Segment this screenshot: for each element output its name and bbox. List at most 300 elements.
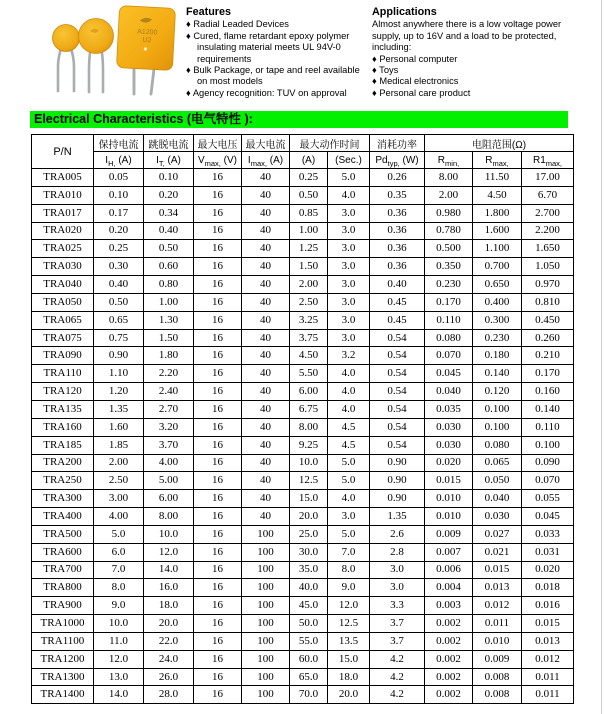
pn-cell: TRA500: [32, 525, 94, 543]
value-cell: 2.6: [370, 525, 425, 543]
value-cell: 16: [194, 472, 242, 490]
table-row: [32, 597, 574, 615]
pn-cell: TRA185: [32, 436, 94, 454]
value-cell: 0.010: [425, 490, 473, 508]
value-cell: 0.020: [522, 561, 574, 579]
value-cell: 0.070: [522, 472, 574, 490]
value-cell: 0.170: [522, 365, 574, 383]
value-cell: 5.0: [328, 169, 370, 187]
value-cell: 0.35: [370, 186, 425, 204]
value-cell: 0.012: [522, 650, 574, 668]
value-cell: 2.200: [522, 222, 574, 240]
value-cell: 0.020: [425, 454, 473, 472]
value-cell: 0.90: [94, 347, 144, 365]
value-cell: 12.0: [328, 597, 370, 615]
value-cell: 0.002: [425, 632, 473, 650]
value-cell: 2.00: [290, 276, 328, 294]
table-row: [32, 579, 574, 597]
value-cell: 20.0: [290, 508, 328, 526]
value-cell: 13.5: [328, 632, 370, 650]
value-cell: 0.008: [473, 686, 522, 704]
value-cell: 1.050: [522, 258, 574, 276]
value-cell: 16: [194, 383, 242, 401]
value-cell: 16: [194, 329, 242, 347]
electrical-characteristics-table: [31, 134, 574, 704]
value-cell: 100: [242, 615, 290, 633]
value-cell: 1.25: [290, 240, 328, 258]
applications-section: [372, 7, 565, 99]
value-cell: 13.0: [94, 668, 144, 686]
value-cell: 100: [242, 561, 290, 579]
value-cell: 0.90: [370, 454, 425, 472]
unit-base: I: [156, 154, 159, 166]
table-row: [32, 329, 574, 347]
value-cell: 0.17: [94, 204, 144, 222]
pn-cell: TRA1400: [32, 686, 94, 704]
pn-cell: TRA090: [32, 347, 94, 365]
value-cell: 0.110: [425, 311, 473, 329]
value-cell: 0.015: [425, 472, 473, 490]
value-cell: 3.0: [328, 258, 370, 276]
value-cell: 3.7: [370, 632, 425, 650]
value-cell: 0.100: [473, 400, 522, 418]
col-header-max-voltage: 最大电压: [194, 135, 242, 152]
value-cell: 0.80: [144, 276, 194, 294]
value-cell: 0.36: [370, 258, 425, 276]
table-row: [32, 293, 574, 311]
value-cell: 16: [194, 668, 242, 686]
application-text: Personal computer: [379, 53, 458, 64]
value-cell: 2.70: [144, 400, 194, 418]
value-cell: 2.50: [290, 293, 328, 311]
pn-cell: TRA050: [32, 293, 94, 311]
value-cell: 1.30: [144, 311, 194, 329]
table-row: [32, 668, 574, 686]
pn-cell: TRA200: [32, 454, 94, 472]
value-cell: 15.0: [328, 650, 370, 668]
value-cell: 4.0: [328, 365, 370, 383]
value-cell: 16: [194, 169, 242, 187]
value-cell: 7.0: [94, 561, 144, 579]
value-cell: 15.0: [290, 490, 328, 508]
value-cell: 16: [194, 650, 242, 668]
value-cell: 40: [242, 490, 290, 508]
value-cell: 0.40: [144, 222, 194, 240]
value-cell: 3.0: [370, 561, 425, 579]
value-cell: 12.5: [328, 615, 370, 633]
value-cell: 5.0: [94, 525, 144, 543]
value-cell: 40: [242, 186, 290, 204]
pn-cell: TRA030: [32, 258, 94, 276]
table-row: [32, 436, 574, 454]
value-cell: 4.5: [328, 418, 370, 436]
value-cell: 3.2: [328, 347, 370, 365]
value-cell: 8.00: [425, 169, 473, 187]
unit-rest: (V): [220, 154, 238, 166]
value-cell: 3.3: [370, 597, 425, 615]
applications-intro: Almost anywhere there is a low voltage power supply, up to 16V and a load to be protected, including:: [372, 19, 562, 53]
value-cell: 18.0: [144, 597, 194, 615]
table-row: [32, 686, 574, 704]
value-cell: 3.75: [290, 329, 328, 347]
value-cell: 0.080: [425, 329, 473, 347]
value-cell: 18.0: [328, 668, 370, 686]
value-cell: 0.010: [425, 508, 473, 526]
value-cell: 0.002: [425, 650, 473, 668]
table-row: [32, 508, 574, 526]
value-cell: 20.0: [328, 686, 370, 704]
bullet-icon: ♦: [372, 87, 377, 98]
table-row: [32, 490, 574, 508]
unit-rest: (A): [301, 154, 316, 166]
value-cell: 5.50: [290, 365, 328, 383]
application-text: Personal care product: [379, 87, 471, 98]
spec-table-body: [32, 169, 574, 704]
value-cell: 0.65: [94, 311, 144, 329]
list-item: [186, 88, 365, 99]
value-cell: 0.85: [290, 204, 328, 222]
value-cell: 60.0: [290, 650, 328, 668]
value-cell: 30.0: [290, 543, 328, 561]
value-cell: 0.40: [94, 276, 144, 294]
table-header: [32, 135, 574, 169]
value-cell: 50.0: [290, 615, 328, 633]
value-cell: 16: [194, 686, 242, 704]
value-cell: 3.7: [370, 615, 425, 633]
col-subheader-rmax: [473, 152, 522, 169]
unit-rest: (A): [266, 154, 284, 166]
value-cell: 40: [242, 436, 290, 454]
table-row: [32, 525, 574, 543]
value-cell: 0.030: [473, 508, 522, 526]
value-cell: 0.030: [425, 418, 473, 436]
value-cell: 1.85: [94, 436, 144, 454]
value-cell: 100: [242, 650, 290, 668]
unit-sub: typ,: [387, 158, 400, 168]
list-item: [372, 76, 565, 87]
value-cell: 8.00: [290, 418, 328, 436]
table-row: [32, 204, 574, 222]
value-cell: 1.80: [144, 347, 194, 365]
value-cell: 14.0: [94, 686, 144, 704]
value-cell: 40: [242, 383, 290, 401]
pn-cell: TRA135: [32, 400, 94, 418]
value-cell: 0.54: [370, 365, 425, 383]
value-cell: 40: [242, 276, 290, 294]
value-cell: 4.00: [144, 454, 194, 472]
value-cell: 5.0: [328, 525, 370, 543]
value-cell: 0.100: [522, 436, 574, 454]
value-cell: 0.010: [473, 632, 522, 650]
value-cell: 5.0: [328, 472, 370, 490]
value-cell: 16: [194, 615, 242, 633]
value-cell: 0.002: [425, 686, 473, 704]
value-cell: 6.00: [144, 490, 194, 508]
value-cell: 16: [194, 293, 242, 311]
ptc-square-device: [116, 6, 175, 71]
pn-cell: TRA075: [32, 329, 94, 347]
value-cell: 1.00: [290, 222, 328, 240]
value-cell: 0.110: [522, 418, 574, 436]
value-cell: 0.003: [425, 597, 473, 615]
value-cell: 0.006: [425, 561, 473, 579]
value-cell: 0.700: [473, 258, 522, 276]
value-cell: 0.45: [370, 311, 425, 329]
unit-sub: H,: [108, 158, 116, 168]
value-cell: 0.980: [425, 204, 473, 222]
value-cell: 0.10: [144, 169, 194, 187]
value-cell: 2.700: [522, 204, 574, 222]
unit-base: R: [485, 154, 493, 166]
table-row: [32, 311, 574, 329]
bullet-icon: ♦: [186, 65, 191, 76]
value-cell: 5.00: [144, 472, 194, 490]
pn-cell: TRA025: [32, 240, 94, 258]
value-cell: 16: [194, 311, 242, 329]
pn-cell: TRA110: [32, 365, 94, 383]
value-cell: 4.00: [94, 508, 144, 526]
value-cell: 16: [194, 579, 242, 597]
value-cell: 40: [242, 454, 290, 472]
value-cell: 40: [242, 472, 290, 490]
value-cell: 0.36: [370, 222, 425, 240]
value-cell: 0.810: [522, 293, 574, 311]
value-cell: 1.60: [94, 418, 144, 436]
applications-heading: Applications: [372, 6, 437, 18]
col-subheader-r1max: [522, 152, 574, 169]
value-cell: 45.0: [290, 597, 328, 615]
table-row: [32, 418, 574, 436]
table-row: [32, 454, 574, 472]
value-cell: 0.26: [370, 169, 425, 187]
value-cell: 0.25: [94, 240, 144, 258]
value-cell: 100: [242, 579, 290, 597]
value-cell: 3.0: [328, 329, 370, 347]
pn-cell: TRA020: [32, 222, 94, 240]
unit-sub: max,: [545, 158, 563, 168]
product-photo: [46, 4, 182, 100]
table-row: [32, 400, 574, 418]
section-title: Electrical Characteristics (电气特性 ):: [30, 111, 568, 128]
unit-sub: max,: [204, 158, 221, 168]
pn-cell: TRA250: [32, 472, 94, 490]
pn-cell: TRA800: [32, 579, 94, 597]
value-cell: 6.00: [290, 383, 328, 401]
value-cell: 0.54: [370, 347, 425, 365]
device-marking-line2: U2: [142, 36, 152, 45]
value-cell: 24.0: [144, 650, 194, 668]
value-cell: 0.045: [425, 365, 473, 383]
value-cell: 10.0: [94, 615, 144, 633]
value-cell: 0.013: [522, 632, 574, 650]
pn-cell: TRA1100: [32, 632, 94, 650]
value-cell: 40: [242, 508, 290, 526]
value-cell: 9.0: [94, 597, 144, 615]
value-cell: 0.050: [473, 472, 522, 490]
pn-cell: TRA700: [32, 561, 94, 579]
value-cell: 16: [194, 204, 242, 222]
value-cell: 3.0: [328, 222, 370, 240]
value-cell: 100: [242, 668, 290, 686]
table-row: [32, 276, 574, 294]
list-item: [186, 31, 365, 65]
value-cell: 0.009: [473, 650, 522, 668]
unit-sub: max,: [492, 158, 509, 168]
col-subheader-vmax: [194, 152, 242, 169]
col-subheader-ih: [94, 152, 144, 169]
bullet-icon: ♦: [372, 65, 377, 76]
value-cell: 0.011: [522, 668, 574, 686]
value-cell: 2.00: [425, 186, 473, 204]
value-cell: 0.260: [522, 329, 574, 347]
unit-sub: max,: [250, 158, 267, 168]
bullet-icon: ♦: [186, 30, 191, 41]
value-cell: 0.007: [425, 543, 473, 561]
value-cell: 0.50: [94, 293, 144, 311]
value-cell: 0.36: [370, 204, 425, 222]
table-row: [32, 186, 574, 204]
value-cell: 1.00: [144, 293, 194, 311]
value-cell: 4.0: [328, 400, 370, 418]
value-cell: 1.35: [370, 508, 425, 526]
value-cell: 0.055: [522, 490, 574, 508]
value-cell: 55.0: [290, 632, 328, 650]
value-cell: 0.065: [473, 454, 522, 472]
value-cell: 0.030: [425, 436, 473, 454]
table-row: [32, 240, 574, 258]
value-cell: 100: [242, 632, 290, 650]
value-cell: 0.20: [94, 222, 144, 240]
table-row: [32, 365, 574, 383]
value-cell: 40: [242, 240, 290, 258]
header-group-row: [32, 135, 574, 152]
value-cell: 1.50: [290, 258, 328, 276]
value-cell: 8.0: [328, 561, 370, 579]
pn-cell: TRA1000: [32, 615, 94, 633]
value-cell: 100: [242, 597, 290, 615]
value-cell: 0.60: [144, 258, 194, 276]
value-cell: 10.0: [144, 525, 194, 543]
bullet-icon: ♦: [186, 19, 191, 30]
value-cell: 100: [242, 525, 290, 543]
col-header-resistance-range: 电阻范围(Ω): [425, 135, 574, 152]
unit-rest: (A): [115, 154, 132, 166]
pn-cell: TRA1300: [32, 668, 94, 686]
value-cell: 4.2: [370, 650, 425, 668]
ptc-disc-medium: [79, 19, 114, 54]
value-cell: 0.009: [425, 525, 473, 543]
pn-cell: TRA005: [32, 169, 94, 187]
col-header-max-time-to-trip: 最大动作时间: [290, 135, 370, 152]
value-cell: 16: [194, 490, 242, 508]
value-cell: 0.120: [473, 383, 522, 401]
value-cell: 0.140: [473, 365, 522, 383]
unit-sub: T,: [158, 158, 165, 168]
value-cell: 16: [194, 222, 242, 240]
applications-list: [372, 54, 565, 100]
value-cell: 20.0: [144, 615, 194, 633]
unit-base: I: [247, 154, 251, 166]
value-cell: 40: [242, 311, 290, 329]
value-cell: 0.018: [522, 579, 574, 597]
value-cell: 16: [194, 543, 242, 561]
value-cell: 26.0: [144, 668, 194, 686]
value-cell: 0.180: [473, 347, 522, 365]
value-cell: 1.20: [94, 383, 144, 401]
table-row: [32, 615, 574, 633]
value-cell: 8.00: [144, 508, 194, 526]
value-cell: 0.300: [473, 311, 522, 329]
value-cell: 0.34: [144, 204, 194, 222]
value-cell: 16: [194, 418, 242, 436]
value-cell: 12.0: [94, 650, 144, 668]
value-cell: 2.00: [94, 454, 144, 472]
value-cell: 0.015: [473, 561, 522, 579]
value-cell: 0.210: [522, 347, 574, 365]
col-subheader-trip-seconds: [328, 152, 370, 169]
pn-cell: TRA120: [32, 383, 94, 401]
pn-cell: TRA040: [32, 276, 94, 294]
value-cell: 16: [194, 400, 242, 418]
value-cell: 0.012: [473, 597, 522, 615]
value-cell: 0.045: [522, 508, 574, 526]
pn-cell: TRA160: [32, 418, 94, 436]
value-cell: 70.0: [290, 686, 328, 704]
col-subheader-pd: [370, 152, 425, 169]
value-cell: 0.54: [370, 400, 425, 418]
pn-cell: TRA1200: [32, 650, 94, 668]
value-cell: 16: [194, 508, 242, 526]
value-cell: 40: [242, 258, 290, 276]
value-cell: 0.002: [425, 615, 473, 633]
col-subheader-imax: [242, 152, 290, 169]
value-cell: 4.50: [290, 347, 328, 365]
table-row: [32, 347, 574, 365]
value-cell: 0.05: [94, 169, 144, 187]
feature-text: Radial Leaded Devices: [193, 19, 289, 30]
value-cell: 9.0: [328, 579, 370, 597]
value-cell: 0.36: [370, 240, 425, 258]
list-item: [186, 19, 365, 30]
value-cell: 16: [194, 454, 242, 472]
features-list: [186, 19, 365, 99]
pn-cell: TRA010: [32, 186, 94, 204]
value-cell: 4.0: [328, 383, 370, 401]
value-cell: 0.013: [473, 579, 522, 597]
value-cell: 0.230: [425, 276, 473, 294]
value-cell: 6.75: [290, 400, 328, 418]
value-cell: 0.033: [522, 525, 574, 543]
value-cell: 16: [194, 186, 242, 204]
value-cell: 16: [194, 632, 242, 650]
unit-base: R: [437, 154, 446, 166]
table-row: [32, 650, 574, 668]
value-cell: 0.035: [425, 400, 473, 418]
value-cell: 100: [242, 543, 290, 561]
feature-text: Cured, flame retardant epoxy polymer insulating material meets UL 94V-0 requirements: [193, 30, 350, 64]
value-cell: 4.5: [328, 436, 370, 454]
value-cell: 0.54: [370, 436, 425, 454]
value-cell: 4.0: [328, 490, 370, 508]
value-cell: 25.0: [290, 525, 328, 543]
value-cell: 40: [242, 222, 290, 240]
value-cell: 16: [194, 597, 242, 615]
value-cell: 0.650: [473, 276, 522, 294]
col-header-trip-current: 跳脱电流: [144, 135, 194, 152]
table-row: [32, 258, 574, 276]
col-subheader-rmin: [425, 152, 473, 169]
list-item: [372, 54, 565, 65]
